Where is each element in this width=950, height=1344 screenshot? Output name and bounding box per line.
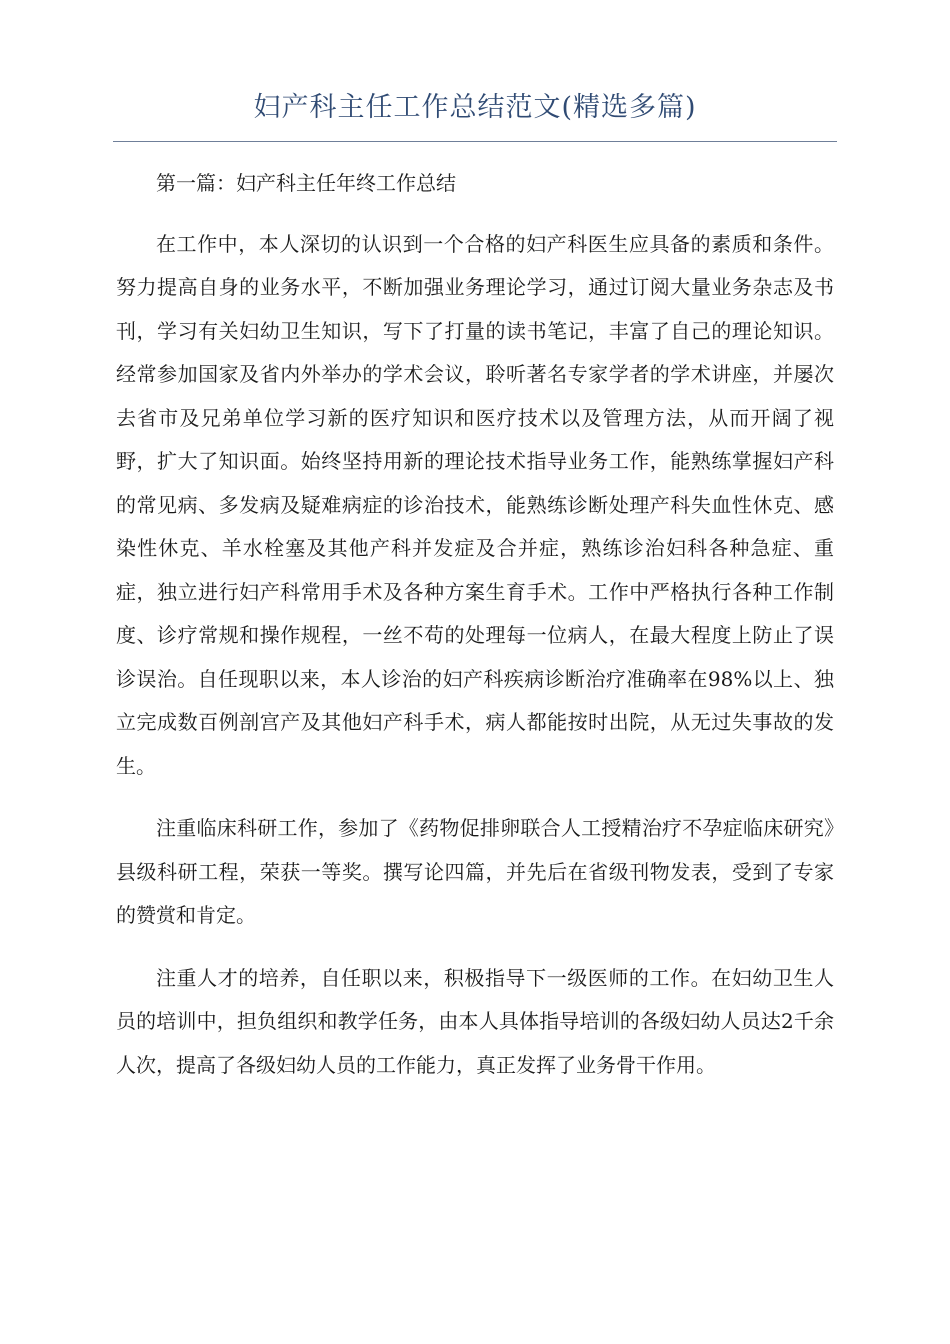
- paragraph-2: 注重临床科研工作，参加了《药物促排卵联合人工授精治疗不孕症临床研究》县级科研工程，荣获一等奖。撰写论四篇，并先后在省级刊物发表，受到了专家的赞赏和肯定。: [116, 816, 834, 927]
- paragraph-1: 在工作中，本人深切的认识到一个合格的妇产科医生应具备的素质和条件。努力提高自身的业务水平，不断加强业务理论学习，通过订阅大量业务杂志及书刊，学习有关妇幼卫生知识，写下了打量的读书笔记，丰富了自己的理论知识。经常参加国家及省内外举办的学术会议，聆听著名专家学者的学术讲座，并屡次去省市及兄弟单位学习新的医疗知识和医疗技术以及管理方法，从而开阔了视野，扩大了知识面。始终坚持用新的理论技术指导业务工作，能熟练掌握妇产科的常见病、多发病及疑难病症的诊治技术，能熟练诊断处理产科失血性休克、感染性休克、羊水栓塞及其他产科并发症及合并症，熟练诊治妇科各种急症、重症，独立进行妇产科常用手术及各种方案生育手术。工作中严格执行各种工作制度、诊疗常规和操作规程，一丝不苟的处理每一位病人，在最大程度上防止了误诊误治。自任现职以来，本人诊治的妇产科疾病诊断治疗准确率在98%以上、独立完成数百例剖宫产及其他妇产科手术，病人都能按时出院，从无过失事故的发生。: [116, 231, 834, 778]
- section-heading: 第一篇：妇产科主任年终工作总结: [156, 171, 456, 195]
- document-title: 妇产科主任工作总结范文(精选多篇): [253, 92, 697, 123]
- title-divider: [113, 141, 837, 142]
- document-body: [116, 162, 834, 1106]
- paragraph-3: 注重人才的培养，自任职以来，积极指导下一级医师的工作。在妇幼卫生人员的培训中，担负组织和教学任务，由本人具体指导培训的各级妇幼人员达2千余人次，提高了各级妇幼人员的工作能力，真正发挥了业务骨干作用。: [116, 965, 834, 1077]
